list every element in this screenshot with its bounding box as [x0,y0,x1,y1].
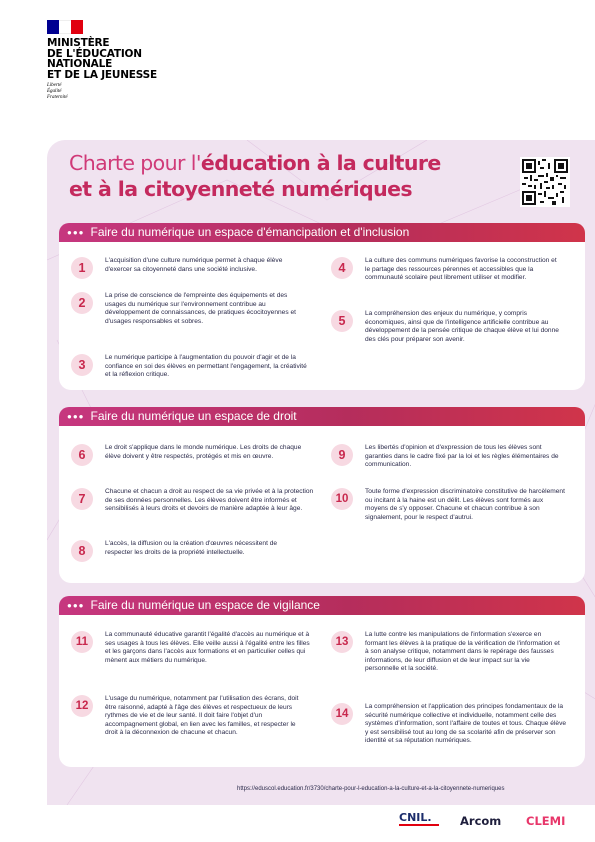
arcom-logo: Arcom [460,814,502,828]
list-item: 9 Les libertés d'opinion et d'expression de tous les élèves sont garanties dans le cadre fixé par la loi et les règles élémentaires de communication. [331,444,565,470]
clemi-logo: CLEMI [526,814,566,828]
qr-code-icon [522,159,568,205]
list-item: 2 La prise de conscience de l'empreinte des équipements et des usages du numérique sur l'environnement contribue au développement de connaissances, de pratiques écocitoyennes et d'usages responsables et sobres. [71,292,305,326]
list-item: 1 L'acquisition d'une culture numérique permet à chaque élève d'exercer sa citoyenneté dans une société inclusive. [71,257,305,279]
ministry-logo [47,20,187,101]
list-item: 5 La compréhension des enjeux du numérique, y compris économiques, ainsi que de l'intelligence artificielle contribue au développement de la pensée critique de chaque élève et lui donne des clés pour préparer son avenir. [331,310,560,344]
cnil-logo: CNIL. [399,811,432,824]
section-header-vigilance: ●●● Faire du numérique un espace de vigilance [59,596,585,615]
list-item: 6 Le droit s'applique dans le monde numérique. Les droits de chaque élève doivent y être respectés, protégés et mis en œuvre. [71,444,305,466]
page-title: Charte pour l'éducation à la culture et à la citoyenneté numériques [69,151,441,201]
section-header-droit: ●●● Faire du numérique un espace de droit [59,407,585,426]
qr-code[interactable] [520,157,570,207]
republic-motto: Liberté Égalité Fraternité [47,83,68,100]
section-body-droit [59,426,585,583]
cnil-logo-underline [399,824,439,826]
source-url-link[interactable]: https://eduscol.education.fr/3730/charte-pour-l-education-a-la-culture-et-a-la-citoyennete-numeriques [237,786,505,792]
list-item: 11 La communauté éducative garantit l'égalité d'accès au numérique et à ses usages à tous les élèves. Elle veille aussi à l'égalité entre les filles et les garçons dans l'accès aux formations et en particulier celles qui mènent aux métiers du numérique. [71,631,310,665]
partner-logos [0,809,595,831]
list-item: 3 Le numérique participe à l'augmentation du pouvoir d'agir et de la confiance en soi des élèves en permettant l'engagement, la créativité et la réflexion critique. [71,354,310,380]
list-item: 13 La lutte contre les manipulations de l'information s'exerce en formant les élèves à la pratique de la vérification de l'information et à son analyse critique, notamment dans le repérage des fausses informations, de leur diffusion et de leur impact sur la vie personnelle et la société. [331,631,565,674]
list-item: 4 La culture des communs numériques favorise la coconstruction et le partage des ressources pérennes et accessibles que la communauté scolaire peut librement utiliser et modifier. [331,257,560,283]
dots-icon: ●●● [67,228,85,237]
section-body-emancipation [59,242,585,390]
list-item: 14 La compréhension et l'application des principes fondamentaux de la sécurité numérique collective et individuelle, notamment celle des systèmes d'information, sont l'affaire de toutes et tous. Chaque élève y est sensibilisé tout au long de sa scolarité afin de préserver son identité et sa réputation numériques. [331,703,570,746]
list-item: 12 L'usage du numérique, notamment par l'utilisation des écrans, doit être raisonné, adapté à l'âge des élèves et respectueux de leurs rythmes de vie et de leur santé. Il doit faire l'objet d'un accompagnement global, en lien avec les familles, et respecter le droit à la déconnexion de chacune et chacun. [71,695,310,738]
french-flag-icon [47,20,83,34]
ministry-name: MINISTÈRE DE L'ÉDUCATION NATIONALE ET DE LA JEUNESSE [47,37,157,81]
list-item: 8 L'accès, la diffusion ou la création d'œuvres nécessitent de respecter les droits de la propriété intellectuelle. [71,540,305,562]
section-body-vigilance [59,615,585,767]
list-item: 7 Chacune et chacun a droit au respect de sa vie privée et à la protection de ses données personnelles. Les élèves doivent être informés et sensibilisés à leurs droits et devoirs de manière adaptée à leur âge. [71,488,315,514]
dots-icon: ●●● [67,601,85,610]
list-item: 10 Toute forme d'expression discriminatoire constitutive de harcèlement ou incitant à la haine est un délit. Les élèves sont formés aux moyens de s'y opposer. Chacune et chacun contribue à son signalement, pour le respect d'autrui. [331,488,565,522]
section-header-emancipation: ●●● Faire du numérique un espace d'émancipation et d'inclusion [59,223,585,242]
charter-panel [47,140,595,805]
dots-icon: ●●● [67,412,85,421]
